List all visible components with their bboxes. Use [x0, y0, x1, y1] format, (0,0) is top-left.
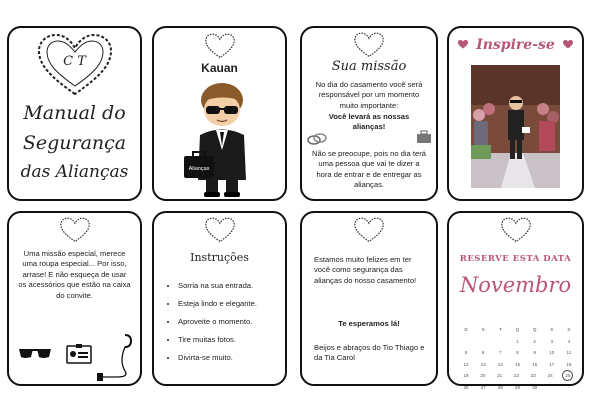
- calendar-day: 2: [533, 338, 536, 344]
- heart-monogram-icon: [204, 33, 236, 59]
- calendar-day: 13: [480, 361, 486, 367]
- calendar-day: 6: [481, 350, 485, 356]
- card-mission: [300, 26, 438, 201]
- list-item: • Sorria na sua entrada.: [178, 281, 257, 290]
- child-name: Kauan: [201, 61, 238, 75]
- mission-paragraph-2: Você levará as nossas alianças!: [328, 112, 410, 132]
- cover-title-line2: Segurança: [22, 132, 127, 154]
- mission-paragraph-3: Não se preocupe, pois no dia terá uma pessoa que vai te dizer a hora de entrar e de entregar as alianças.: [312, 149, 426, 190]
- calendar-week: [459, 359, 576, 371]
- calendar-day: 4: [567, 338, 571, 344]
- weekday-label: S: [481, 327, 485, 333]
- calendar-week: [459, 336, 576, 348]
- boy-bodyguard-illustration: [182, 80, 262, 198]
- card-outfit: [7, 211, 142, 386]
- calendar-day: 18: [566, 361, 572, 367]
- weekday-label: S: [550, 327, 554, 333]
- instructions-title: Instruções: [190, 251, 249, 264]
- calendar-day: 15: [514, 361, 521, 367]
- briefcase-icon: [416, 130, 432, 144]
- earpiece-icon: [95, 331, 135, 381]
- calendar-day: 23: [530, 373, 536, 379]
- calendar-day: 20: [480, 373, 486, 379]
- instructions-list: [154, 281, 257, 371]
- card-name: [152, 26, 287, 201]
- calendar-day: 19: [463, 373, 469, 379]
- card-thanks: [300, 211, 438, 386]
- calendar-week: [459, 370, 576, 382]
- weekday-label: Q: [532, 327, 537, 333]
- calendar-day: 24: [547, 373, 553, 379]
- list-item: • Esteja lindo e elegante.: [178, 299, 257, 308]
- calendar-day: 30: [532, 384, 538, 390]
- card-instructions: [152, 211, 287, 386]
- calendar-day: 9: [533, 350, 536, 356]
- calendar-day-circled: 25: [562, 370, 573, 381]
- calendar-day: 16: [532, 361, 538, 367]
- heart-monogram-icon: [353, 217, 385, 243]
- calendar-week: [459, 347, 576, 359]
- calendar-day: 3: [550, 338, 554, 344]
- calendar-day: 28: [497, 384, 503, 390]
- calendar-weekdays: [459, 324, 576, 336]
- card-save-the-date: [447, 211, 584, 390]
- list-item: • Divirta-se muito.: [178, 353, 257, 362]
- save-date-header: RESERVE ESTA DATA: [459, 254, 572, 264]
- card-inspiration: [447, 26, 584, 201]
- weekday-label: D: [464, 327, 468, 333]
- ring-bearer-photo: [471, 65, 560, 188]
- mission-title: Sua missão: [331, 59, 407, 74]
- heart-monogram-icon: [353, 32, 385, 58]
- card-cover: [7, 26, 142, 201]
- heart-monogram-icon: [59, 217, 91, 243]
- calendar-day: 26: [463, 384, 469, 390]
- thanks-paragraph-2: Te esperamos lá!: [338, 319, 400, 328]
- calendar-day: 1: [516, 338, 519, 344]
- heart-monogram-icon: [204, 217, 236, 243]
- mission-paragraph-1: No dia do casamento você será responsável por um momento muito importante:: [315, 80, 423, 110]
- outfit-text: Uma missão especial, merece uma roupa especial... Por isso, arrase! E não esqueça de usar os acessórios que estão na caixa do convite.: [18, 249, 131, 300]
- list-item: • Aproveite o momento.: [178, 317, 257, 326]
- calendar-day: 21: [497, 373, 503, 379]
- thanks-paragraph-1: Estamos muito felizes em ter você como segurança das alianças do nosso casamento!: [314, 255, 417, 285]
- calendar-day: 10: [549, 350, 555, 356]
- inspiration-title: Inspire-se: [476, 37, 555, 53]
- calendar-day: 22: [513, 373, 520, 379]
- badge-icon: [66, 344, 92, 364]
- weekday-label: Q: [515, 327, 520, 333]
- rings-icon: [306, 132, 328, 146]
- calendar-grid: [459, 324, 576, 393]
- briefcase-label: Alianças: [188, 166, 210, 172]
- list-item: • Tire muitas fotos.: [178, 335, 257, 344]
- calendar-day: 14: [497, 361, 503, 367]
- calendar-day: 17: [549, 361, 555, 367]
- thanks-paragraph-3: Beijos e abraços do Tio Thiago e da Tia Carol: [314, 343, 425, 363]
- calendar-day: 7: [499, 350, 502, 356]
- calendar-day: 27: [480, 384, 486, 390]
- calendar-day: 29: [514, 384, 521, 390]
- cover-title-line1: Manual do: [23, 102, 126, 124]
- cover-title-line3: das Alianças: [20, 162, 129, 182]
- monogram-text: C T: [63, 54, 86, 69]
- calendar-day: 8: [516, 350, 519, 356]
- weekday-label: S: [567, 327, 571, 333]
- calendar-day: 11: [566, 350, 572, 356]
- calendar-day: 12: [463, 361, 469, 367]
- heart-monogram-icon: [500, 217, 532, 243]
- heart-icon: [563, 40, 573, 49]
- sunglasses-icon: [17, 346, 53, 360]
- month-name: Novembro: [459, 273, 572, 297]
- calendar-day: 5: [464, 350, 468, 356]
- weekday-label: T: [498, 327, 502, 333]
- calendar-week: [459, 382, 576, 394]
